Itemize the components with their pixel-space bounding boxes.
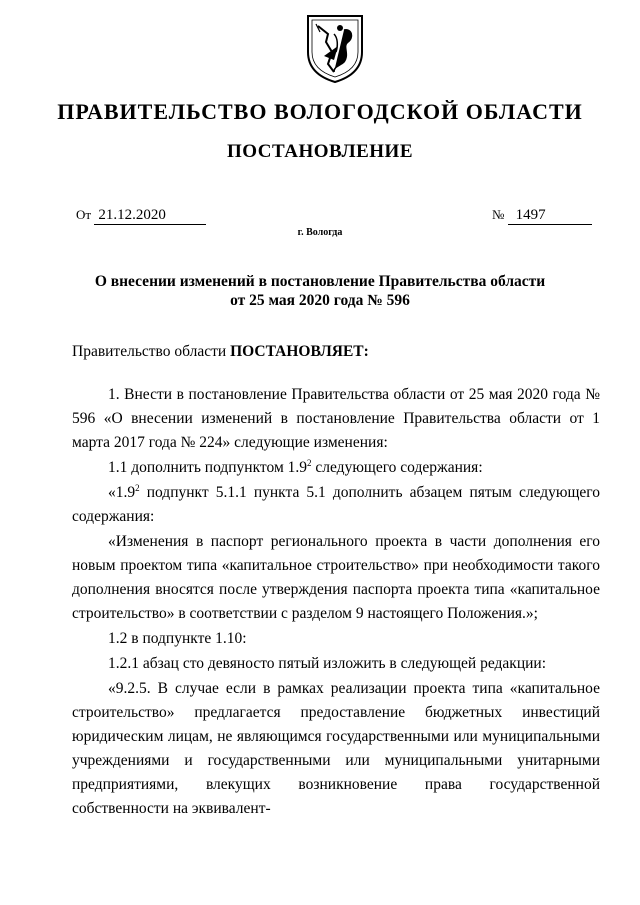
date-value: 21.12.2020 xyxy=(94,207,206,225)
coat-of-arms-icon xyxy=(304,12,366,84)
document-subject xyxy=(60,272,580,310)
document-body xyxy=(72,383,600,822)
paragraph-2-tail: следующего содержания: xyxy=(311,459,483,476)
paragraph-6: 1.2.1 абзац сто девяносто пятый изложить в следующей редакции: xyxy=(108,655,547,672)
document-date xyxy=(76,207,206,225)
superscript: 2 xyxy=(307,458,312,468)
paragraph-1: 1. Внести в постановление Правительства области от 25 мая 2020 года № 596 «О внесении изменений в постановление Правительства области от 1 марта 2017 года № 224» следующие изменения: xyxy=(72,386,600,451)
date-prefix: От xyxy=(76,207,92,222)
paragraph-4: «Изменения в паспорт регионального проекта в части дополнения его новым проектом типа «капитальное строительство» при необходимости такого дополнения вносятся после утверждения паспорта проекта типа «капитальное строительство» в соответствии с разделом 9 настоящего Положения.»; xyxy=(72,533,600,622)
paragraph-3-text: «1.9 xyxy=(108,484,136,501)
paragraph-3-tail: подпункт 5.1.1 пункта 5.1 дополнить абзацем пятым следующего содержания: xyxy=(72,484,600,525)
subject-line-2: от 25 мая 2020 года № 596 xyxy=(230,292,410,309)
paragraph-7: «9.2.5. В случае если в рамках реализации проекта типа «капитальное строительство» предлагается предоставление бюджетных инвестиций юридическим лицам, не являющимся государственными или муниципальными учреждениями и государственными или муниципальными унитарными предприятиями, влекущих возникновение права государственной собственности на эквивалент- xyxy=(72,680,600,817)
lead-prefix: Правительство области xyxy=(72,343,231,360)
document-number xyxy=(492,207,592,225)
paragraph-5: 1.2 в подпункте 1.10: xyxy=(108,630,247,647)
paragraph-2 xyxy=(72,456,600,480)
city-label: г. Вологда xyxy=(297,227,343,238)
government-title: ПРАВИТЕЛЬСТВО ВОЛОГОДСКОЙ ОБЛАСТИ xyxy=(57,99,583,124)
number-value: 1497 xyxy=(508,207,592,225)
resolution-lead xyxy=(72,340,600,364)
number-prefix: № xyxy=(492,207,505,222)
paragraph-3 xyxy=(72,481,600,529)
paragraph-2-text: 1.1 дополнить подпунктом 1.9 xyxy=(108,459,308,476)
subject-line-1: О внесении изменений в постановление Правительства области xyxy=(94,273,546,290)
lead-decree: ПОСТАНОВЛЯЕТ: xyxy=(230,343,369,360)
superscript: 2 xyxy=(135,483,140,493)
document-type: ПОСТАНОВЛЕНИЕ xyxy=(226,141,414,162)
